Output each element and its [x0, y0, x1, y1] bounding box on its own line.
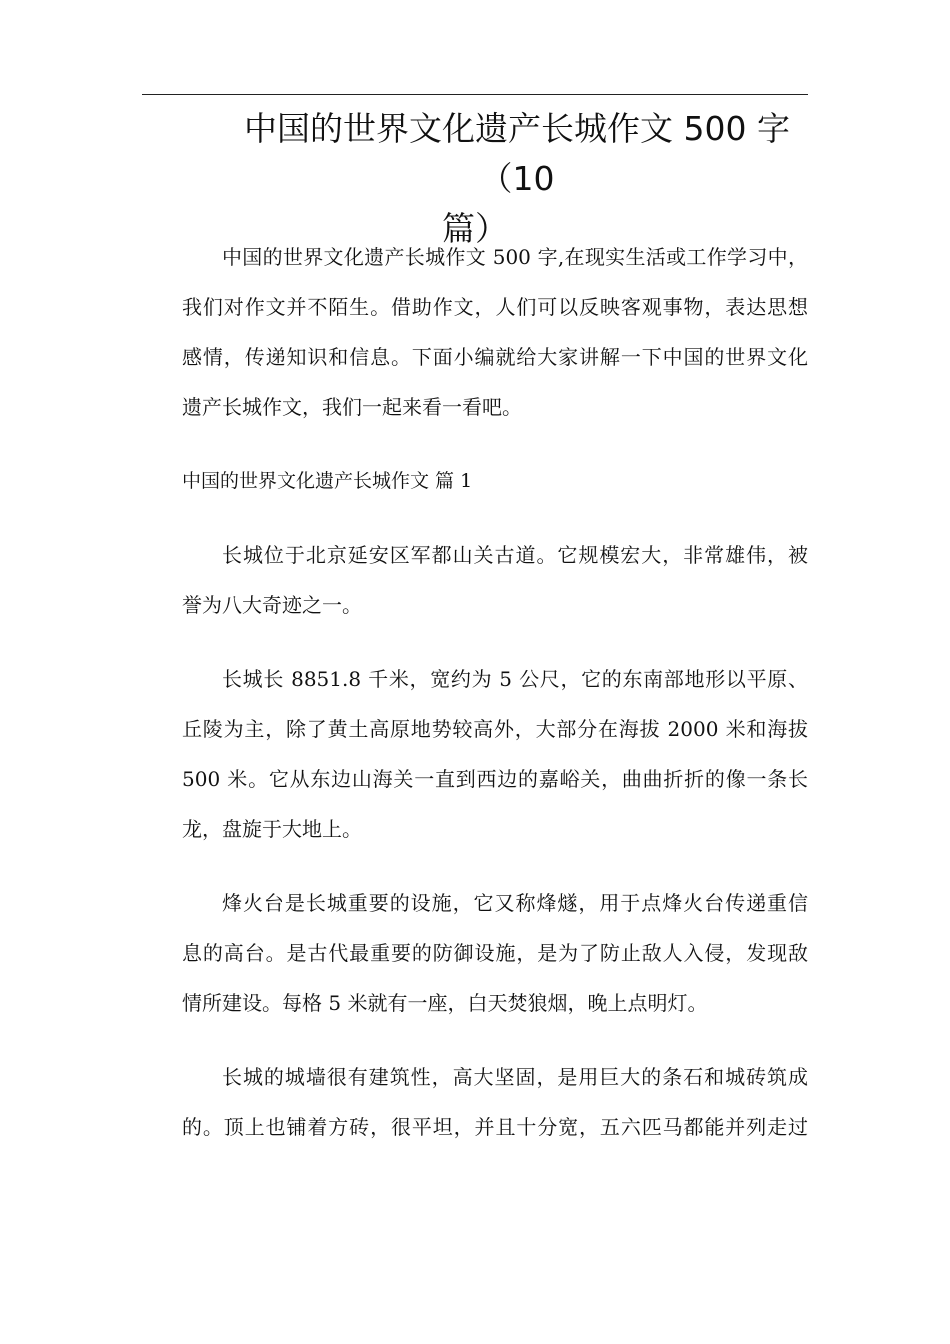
text-line: 的。顶上也铺着方砖，很平坦，并且十分宽，五六匹马都能并列走过 — [182, 1115, 808, 1139]
text-line: 烽火台是长城重要的设施，它又称烽燧，用于点烽火台传递重信 — [222, 891, 808, 915]
text-line: 长城长 8851.8 千米，宽约为 5 公尺，它的东南部地形以平原、 — [222, 667, 808, 691]
paragraph-2 — [142, 654, 808, 854]
text-line: 长城位于北京延安区军都山关古道。它规模宏大，非常雄伟，被 — [222, 543, 808, 567]
paragraph-1 — [142, 530, 808, 630]
text-line: 龙，盘旋于大地上。 — [182, 817, 362, 841]
header-rule — [142, 94, 808, 95]
title-line-1: 中国的世界文化遗产长城作文 500 字（10 — [244, 109, 790, 198]
text-line: 感情，传递知识和信息。下面小编就给大家讲解一下中国的世界文化 — [182, 345, 808, 369]
text-line: 我们对作文并不陌生。借助作文，人们可以反映客观事物，表达思想 — [182, 295, 808, 319]
section-heading: 中国的世界文化遗产长城作文 篇 1 — [182, 470, 473, 492]
text-line: 誉为八大奇迹之一。 — [182, 593, 362, 617]
text-line: 长城的城墙很有建筑性，高大坚固，是用巨大的条石和城砖筑成 — [222, 1065, 808, 1089]
title-line-2: 篇） — [442, 209, 508, 248]
text-line: 遗产长城作文，我们一起来看一看吧。 — [182, 395, 522, 419]
paragraph-4 — [142, 1052, 808, 1152]
text-line: 500 米。它从东边山海关一直到西边的嘉峪关，曲曲折折的像一条长 — [182, 767, 808, 791]
text-line: 中国的世界文化遗产长城作文 500 字,在现实生活或工作学习中， — [222, 245, 808, 269]
intro-paragraph — [142, 232, 808, 432]
document-body — [142, 232, 808, 1152]
text-line: 情所建设。每格 5 米就有一座，白天焚狼烟，晚上点明灯。 — [182, 991, 708, 1015]
text-line: 息的高台。是古代最重要的防御设施，是为了防止敌人入侵，发现敌 — [182, 941, 808, 965]
paragraph-3 — [142, 878, 808, 1028]
text-line: 丘陵为主，除了黄土高原地势较高外，大部分在海拔 2000 米和海拔 — [182, 717, 808, 741]
